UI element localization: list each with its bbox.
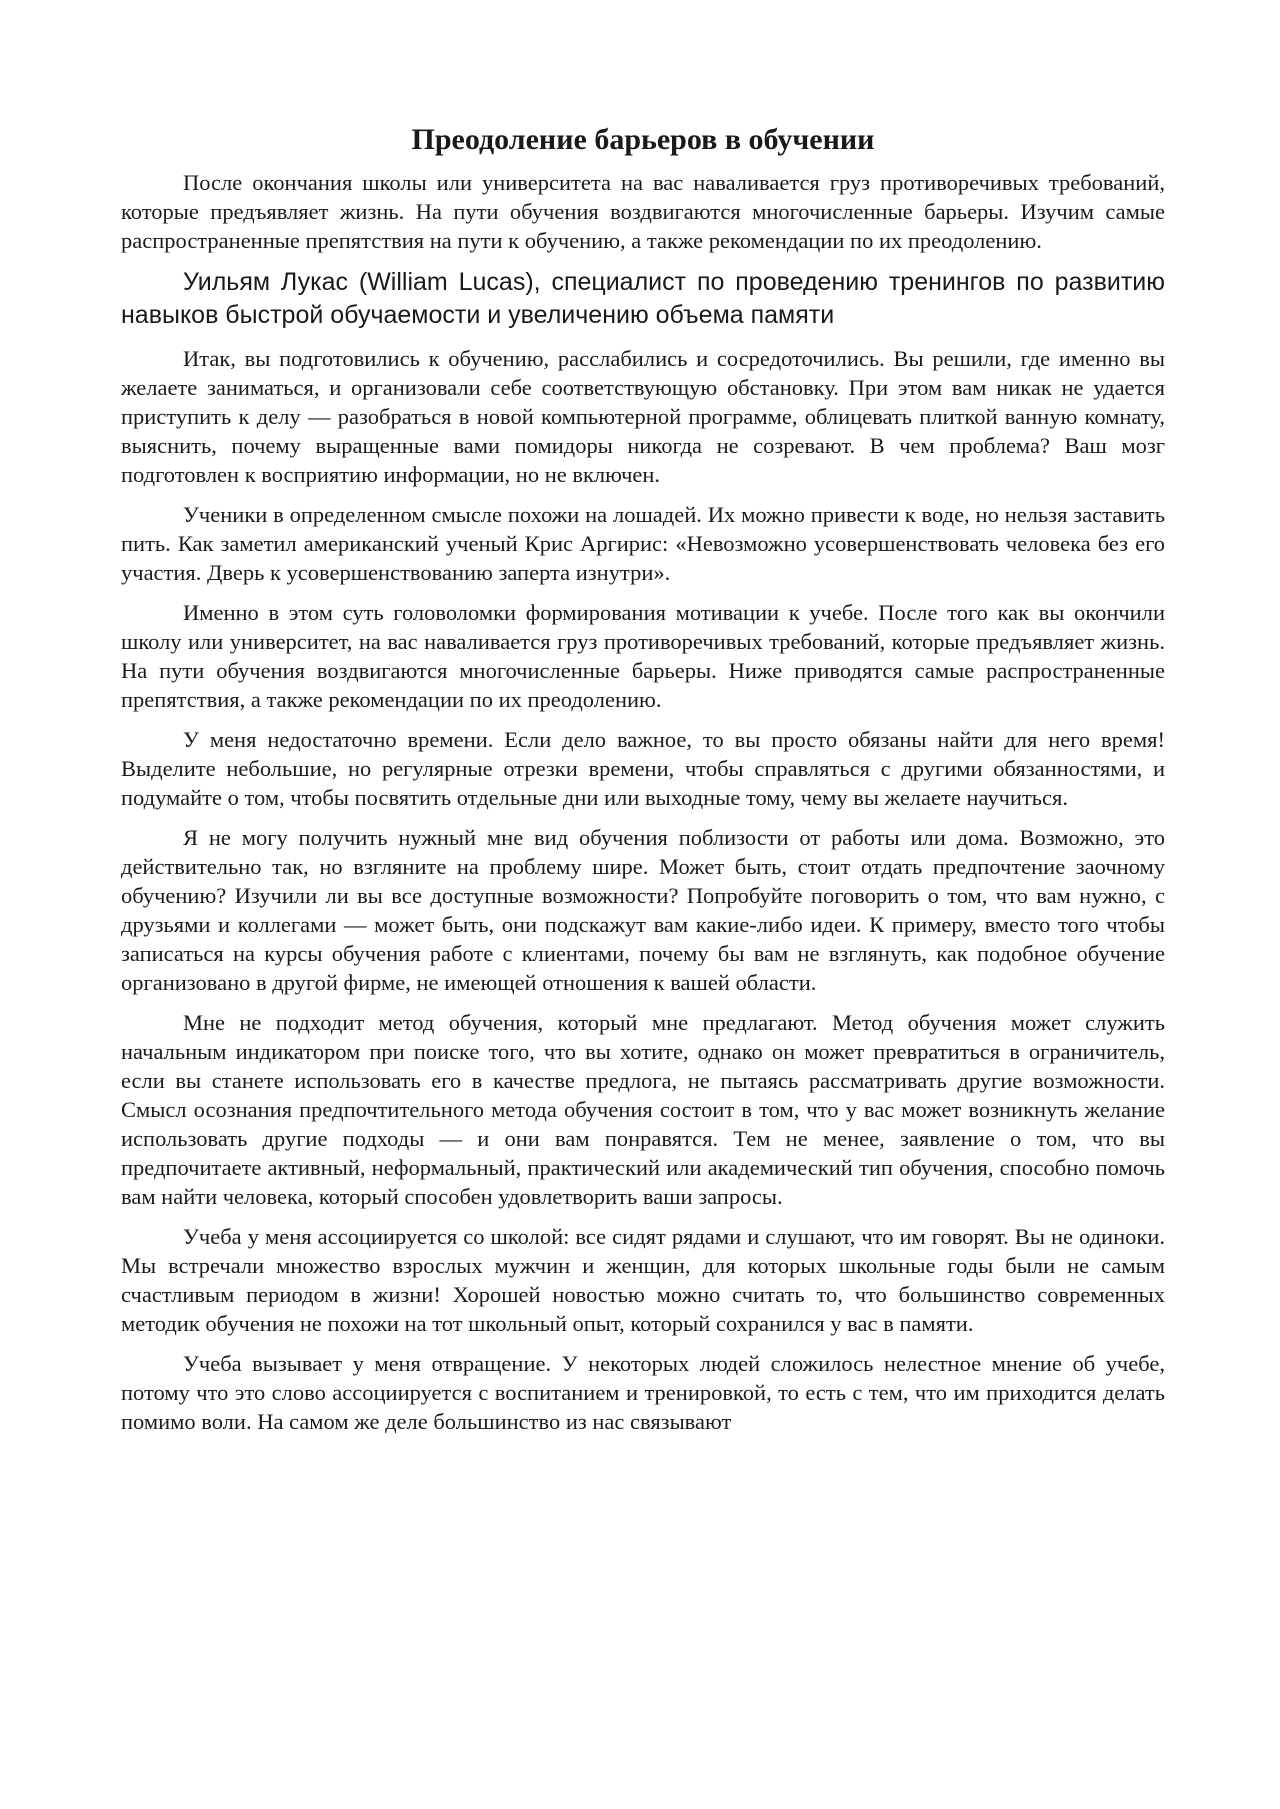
body-paragraph: Мне не подходит метод обучения, который мне предлагают. Метод обучения может служить начальным индикатором при поиске того, что вы хотите, однако он может превратиться в ограничитель, если вы станете использовать его в качестве предлога, не пытаясь рассматривать другие возможности. Смысл осознания предпочтительного метода обучения состоит в том, что у вас может возникнуть желание использовать другие подходы — и они вам понравятся. Тем не менее, заявление о том, что вы предпочитаете активный, неформальный, практический или академический тип обучения, способно помочь вам найти человека, который способен удовлетворить ваши запросы. — [121, 1010, 1165, 1209]
body-paragraph: Ученики в определенном смысле похожи на лошадей. Их можно привести к воде, но нельзя заставить пить. Как заметил американский ученый Крис Аргирис: «Невозможно усовершенствовать человека без его участия. Дверь к усовершенствованию заперта изнутри». — [121, 502, 1165, 585]
author-subtitle: Уильям Лукас (William Lucas), специалист по проведению тренингов по развитию навыков быстрой обучаемости и увеличению объема памяти — [121, 268, 1165, 329]
body-paragraph: У меня недостаточно времени. Если дело важное, то вы просто обязаны найти для него время! Выделите небольшие, но регулярные отрезки времени, чтобы справляться с другими обязанностями, и подумайте о том, чтобы посвятить отдельные дни или выходные тому, чему вы желаете научиться. — [121, 727, 1165, 810]
body-paragraph: Учеба вызывает у меня отвращение. У некоторых людей сложилось нелестное мнение об учебе, потому что это слово ассоциируется с воспитанием и тренировкой, то есть с тем, что им приходится делать помимо воли. На самом же деле большинство из нас связывают — [121, 1351, 1165, 1434]
document-page — [121, 120, 1165, 1447]
body-paragraph: Итак, вы подготовились к обучению, расслабились и сосредоточились. Вы решили, где именно вы желаете заниматься, и организовали себе соответствующую обстановку. При этом вам никак не удается приступить к делу — разобраться в новой компьютерной программе, облицевать плиткой ванную комнату, выяснить, почему выращенные вами помидоры никогда не созревают. В чем проблема? Ваш мозг подготовлен к восприятию информации, но не включен. — [121, 346, 1165, 487]
body-paragraph: Именно в этом суть головоломки формирования мотивации к учебе. После того как вы окончили школу или университет, на вас наваливается груз противоречивых требований, которые предъявляет жизнь. На пути обучения воздвигаются многочисленные барьеры. Ниже приводятся самые распространенные препятствия, а также рекомендации по их преодолению. — [121, 600, 1165, 712]
document-title: Преодоление барьеров в обучении — [411, 123, 875, 156]
intro-paragraph: После окончания школы или университета на вас наваливается груз противоречивых требований, которые предъявляет жизнь. На пути обучения воздвигаются многочисленные барьеры. Изучим самые распространенные препятствия на пути к обучению, а также рекомендации по их преодолению. — [121, 170, 1165, 253]
body-paragraph: Я не могу получить нужный мне вид обучения поблизости от работы или дома. Возможно, это действительно так, но взгляните на проблему шире. Может быть, стоит отдать предпочтение заочному обучению? Изучили ли вы все доступные возможности? Попробуйте поговорить о том, что вам нужно, с друзьями и коллегами — может быть, они подскажут вам какие-либо идеи. К примеру, вместо того чтобы записаться на курсы обучения работе с клиентами, почему бы вам не взглянуть, как подобное обучение организовано в другой фирме, не имеющей отношения к вашей области. — [121, 825, 1165, 995]
body-paragraph: Учеба у меня ассоциируется со школой: все сидят рядами и слушают, что им говорят. Вы не одиноки. Мы встречали множество взрослых мужчин и женщин, для которых школьные годы были не самым счастливым периодом в жизни! Хорошей новостью можно считать то, что большинство современных методик обучения не похожи на тот школьный опыт, который сохранился у вас в памяти. — [121, 1224, 1165, 1336]
